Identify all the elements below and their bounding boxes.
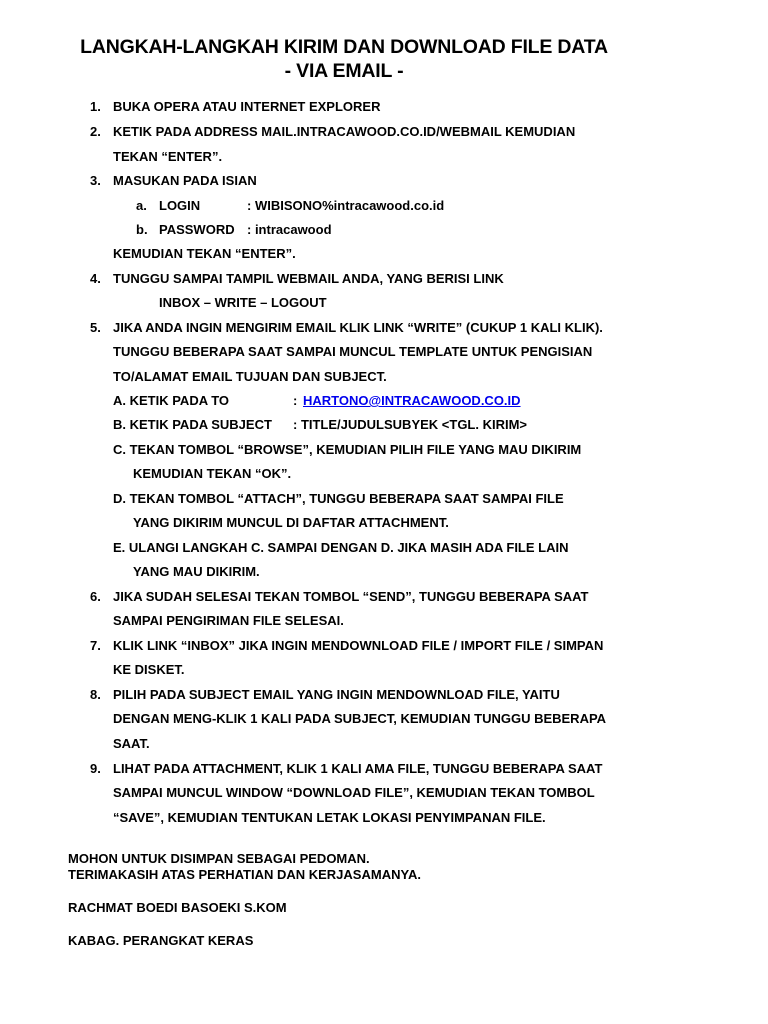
step-number: 8. [90,687,101,702]
email-link[interactable]: HARTONO@INTRACAWOOD.CO.ID [303,393,521,408]
step-text: MASUKAN PADA ISIAN [113,173,257,188]
step-text: E. ULANGI LANGKAH C. SAMPAI DENGAN D. JIKA MASIH ADA FILE LAIN [113,540,569,555]
step-text: SAMPAI PENGIRIMAN FILE SELESAI. [113,613,344,628]
step-number: 4. [90,271,101,286]
subject-label: B. KETIK PADA SUBJECT [113,417,272,432]
signatory-position: KABAG. PERANGKAT KERAS [68,933,254,948]
step-text: INBOX – WRITE – LOGOUT [159,295,327,310]
to-separator: : [293,393,298,408]
step-text: SAAT. [113,736,150,751]
step-text: D. TEKAN TOMBOL “ATTACH”, TUNGGU BEBERAPA SAAT SAMPAI FILE [113,491,564,506]
substep-label: b. [136,222,148,237]
to-label: A. KETIK PADA TO [113,393,230,408]
step-text: TUNGGU SAMPAI TAMPIL WEBMAIL ANDA, YANG BERISI LINK [113,271,504,286]
password-value: : intracawood [247,222,332,237]
step-number: 5. [90,320,101,335]
step-text: TEKAN “ENTER”. [113,149,223,164]
step-text: KETIK PADA ADDRESS MAIL.INTRACAWOOD.CO.ID/WEBMAIL KEMUDIAN [113,124,576,139]
step-number: 7. [90,638,101,653]
step-number: 9. [90,761,101,776]
step-text: KLIK LINK “INBOX” JIKA INGIN MENDOWNLOAD FILE / IMPORT FILE / SIMPAN [113,638,604,653]
step-text: JIKA SUDAH SELESAI TEKAN TOMBOL “SEND”, TUNGGU BEBERAPA SAAT [113,589,589,604]
step-number: 1. [90,99,101,114]
step-number: 3. [90,173,101,188]
step-text: SAMPAI MUNCUL WINDOW “DOWNLOAD FILE”, KEMUDIAN TEKAN TOMBOL [113,785,595,800]
step-text: “SAVE”, KEMUDIAN TENTUKAN LETAK LOKASI PENYIMPANAN FILE. [113,810,546,825]
document-title: LANGKAH-LANGKAH KIRIM DAN DOWNLOAD FILE DATA [80,36,608,58]
step-text: KE DISKET. [113,662,185,677]
step-text: KEMUDIAN TEKAN “OK”. [133,466,292,481]
step-text: JIKA ANDA INGIN MENGIRIM EMAIL KLIK LINK “WRITE” (CUKUP 1 KALI KLIK). [113,320,603,335]
closing-thanks: TERIMAKASIH ATAS PERHATIAN DAN KERJASAMANYA. [68,867,421,882]
step-text: C. TEKAN TOMBOL “BROWSE”, KEMUDIAN PILIH FILE YANG MAU DIKIRIM [113,442,582,457]
step-text: KEMUDIAN TEKAN “ENTER”. [113,246,296,261]
step-text: PILIH PADA SUBJECT EMAIL YANG INGIN MENDOWNLOAD FILE, YAITU [113,687,560,702]
step-text: TO/ALAMAT EMAIL TUJUAN DAN SUBJECT. [113,369,387,384]
subject-value: : TITLE/JUDULSUBYEK <TGL. KIRIM> [293,417,528,432]
step-text: YANG MAU DIKIRIM. [133,564,260,579]
step-text: BUKA OPERA ATAU INTERNET EXPLORER [113,99,381,114]
closing-note: MOHON UNTUK DISIMPAN SEBAGAI PEDOMAN. [68,851,370,866]
login-value: : WIBISONO%intracawood.co.id [247,198,445,213]
step-text: DENGAN MENG-KLIK 1 KALI PADA SUBJECT, KEMUDIAN TUNGGU BEBERAPA [113,711,607,726]
step-text: TUNGGU BEBERAPA SAAT SAMPAI MUNCUL TEMPLATE UNTUK PENGISIAN [113,344,593,359]
password-label: PASSWORD [159,222,235,237]
step-text: LIHAT PADA ATTACHMENT, KLIK 1 KALI AMA FILE, TUNGGU BEBERAPA SAAT [113,761,603,776]
login-label: LOGIN [159,198,201,213]
step-number: 2. [90,124,101,139]
signatory-name: RACHMAT BOEDI BASOEKI S.KOM [68,900,287,915]
step-text: YANG DIKIRIM MUNCUL DI DAFTAR ATTACHMENT. [133,515,449,530]
substep-label: a. [136,198,147,213]
document-subtitle: - VIA EMAIL - [284,60,404,82]
step-number: 6. [90,589,101,604]
